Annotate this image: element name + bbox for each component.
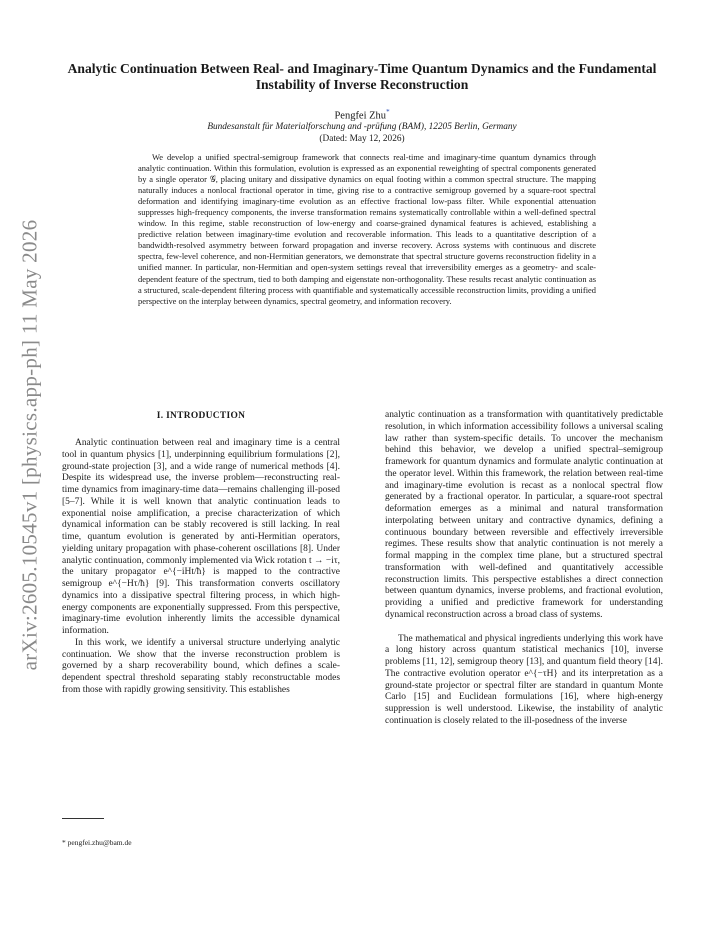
paragraph: Analytic continuation between real and imaginary time is a central tool in quantum physics [1], underpinning equilibrium formulations [2], ground-state projection [3], and a wide range of numerical methods [4]. Despite its widespread use, the inverse problem—reconstructing real-time dynamics from imaginary-time data—remains challenging ill-posed [5–7]. While it is well known that analytic continuation leads to exponential noise amplification, a precise characterization of which dynamical information can be stably recovered is still lacking. In real time, quantum evolution is generated by anti-Hermitian operators, yielding unitary propagation with phase-coherent oscillations [8]. Under analytic continuation, commonly implemented via Wick rotation t → −iτ, the unitary propagator e^{−iHt/ħ} is mapped to the contractive semigroup e^{−Hτ/ħ} [9]. This transformation converts oscillatory dynamics into a dissipative spectral filtering process, in which high-energy components are exponentially suppressed. From this perspective, imaginary-time evolution inherently limits the accessible dynamical information. [62,438,340,636]
paragraph: In this work, we identify a universal structure underlying analytic continuation. We show that the inverse reconstruction problem is governed by a sharp recoverability bound, which defines a scale-dependent spectral threshold separating stably reconstructable modes from those with rapidly growing sensitivity. This establishes [62,637,340,695]
section-heading: I. INTRODUCTION [156,411,246,421]
paragraph: analytic continuation as a transformation with quantitatively predictable resolution, in which information accessibility follows a universal scaling law rather than system-specific details. To uncover the mechanism behind this behavior, we develop a unified spectral–semigroup framework for quantum dynamics and formulate analytic continuation at the operator level. Within this framework, the relation between real-time and imaginary-time evolution is recast as a nonlocal spectral flow generated by a fractional operator. In particular, a square-root spectral deformation emerges as a minimal and natural transformation interpolating between unitary and contractive dynamics, defining a continuous boundary between reversible and effectively irreversible regimes. These results show that analytic continuation is not merely a formal mapping in the complex time plane, but a structured spectral transformation with well-defined and quantitatively accessible reconstruction limits. This perspective establishes a direct connection between quantum dynamics, inverse problems, and fractional evolution, providing a unified and predictive framework for understanding dynamical reconstruction across a broad class of systems. [385,410,663,620]
author-line [60,108,664,122]
footnote-rule [62,818,104,819]
date-line: (Dated: May 12, 2026) [319,134,405,144]
affiliation: Bundesanstalt für Materialforschung and -prüfung (BAM), 12205 Berlin, Germany [207,122,517,132]
author-footnote-mark[interactable]: * [386,108,390,116]
paper-title: Analytic Continuation Between Real- and Imaginary-Time Quantum Dynamics and the Fundamental Instability of Inverse Reconstruction [67,61,657,92]
left-column [62,438,340,697]
author-name: Pengfei Zhu [334,110,387,122]
right-column [385,410,663,728]
abstract: We develop a unified spectral-semigroup framework that connects real-time and imaginary-time quantum dynamics through analytic continuation. Within this formulation, evolution is expressed as an exponential reweighting of spectral components generated by a single operator 𝒢, placing unitary and dissipative dynamics on equal footing within a common spectral structure. The mapping naturally induces a nonlocal fractional operator in time, giving rise to a contractive semigroup governed by a square-root spectral deformation and identifying imaginary-time evolution as an effective fractional low-pass filter. While exponential attenuation suppresses high-frequency components, the inverse transformation remains systematically controllable within a well-defined spectral window. In this regime, stable reconstruction of low-energy and coarse-grained dynamical features is achieved, establishing a predictive relation between imaginary-time evolution and recoverable information. This leads to a quantitative description of a bandwidth-resolved asymmetry between forward propagation and inverse recovery. Across systems with continuous and discrete spectra, few-level coherence, and non-Hermitian generators, we demonstrate that spectral structure governs reconstruction fidelity in a unified manner. In particular, non-Hermitian and open-system settings reveal that irreversibility emerges as a geometry- and scale-dependent feature of the spectrum, tied to both damping and eigenstate non-orthogonality. These results recast analytic continuation as a structured, scale-dependent filtering process with quantifiable and systematically accessible reconstruction limits, providing a unified perspective on the interplay between dynamics, spectral geometry, and information recovery. [138,152,596,306]
footnote: * pengfei.zhu@bam.de [62,838,132,847]
arxiv-stamp: arXiv:2605.10545v1 [physics.app-ph] 11 May 2026 [17,219,42,671]
paragraph: The mathematical and physical ingredients underlying this work have a long history across quantum statistical mechanics [10], inverse problems [11, 12], semigroup theory [13], and quantum field theory [14]. The contractive evolution operator e^{−τH} and its interpretation as a ground-state projector or spectral filter are standard in quantum Monte Carlo [15] and Euclidean formulations [16], where high-energy suppression is well understood. Likewise, the instability of analytic continuation is closely related to the ill-posedness of the inverse [385,633,663,726]
paragraph-gap [385,622,663,634]
